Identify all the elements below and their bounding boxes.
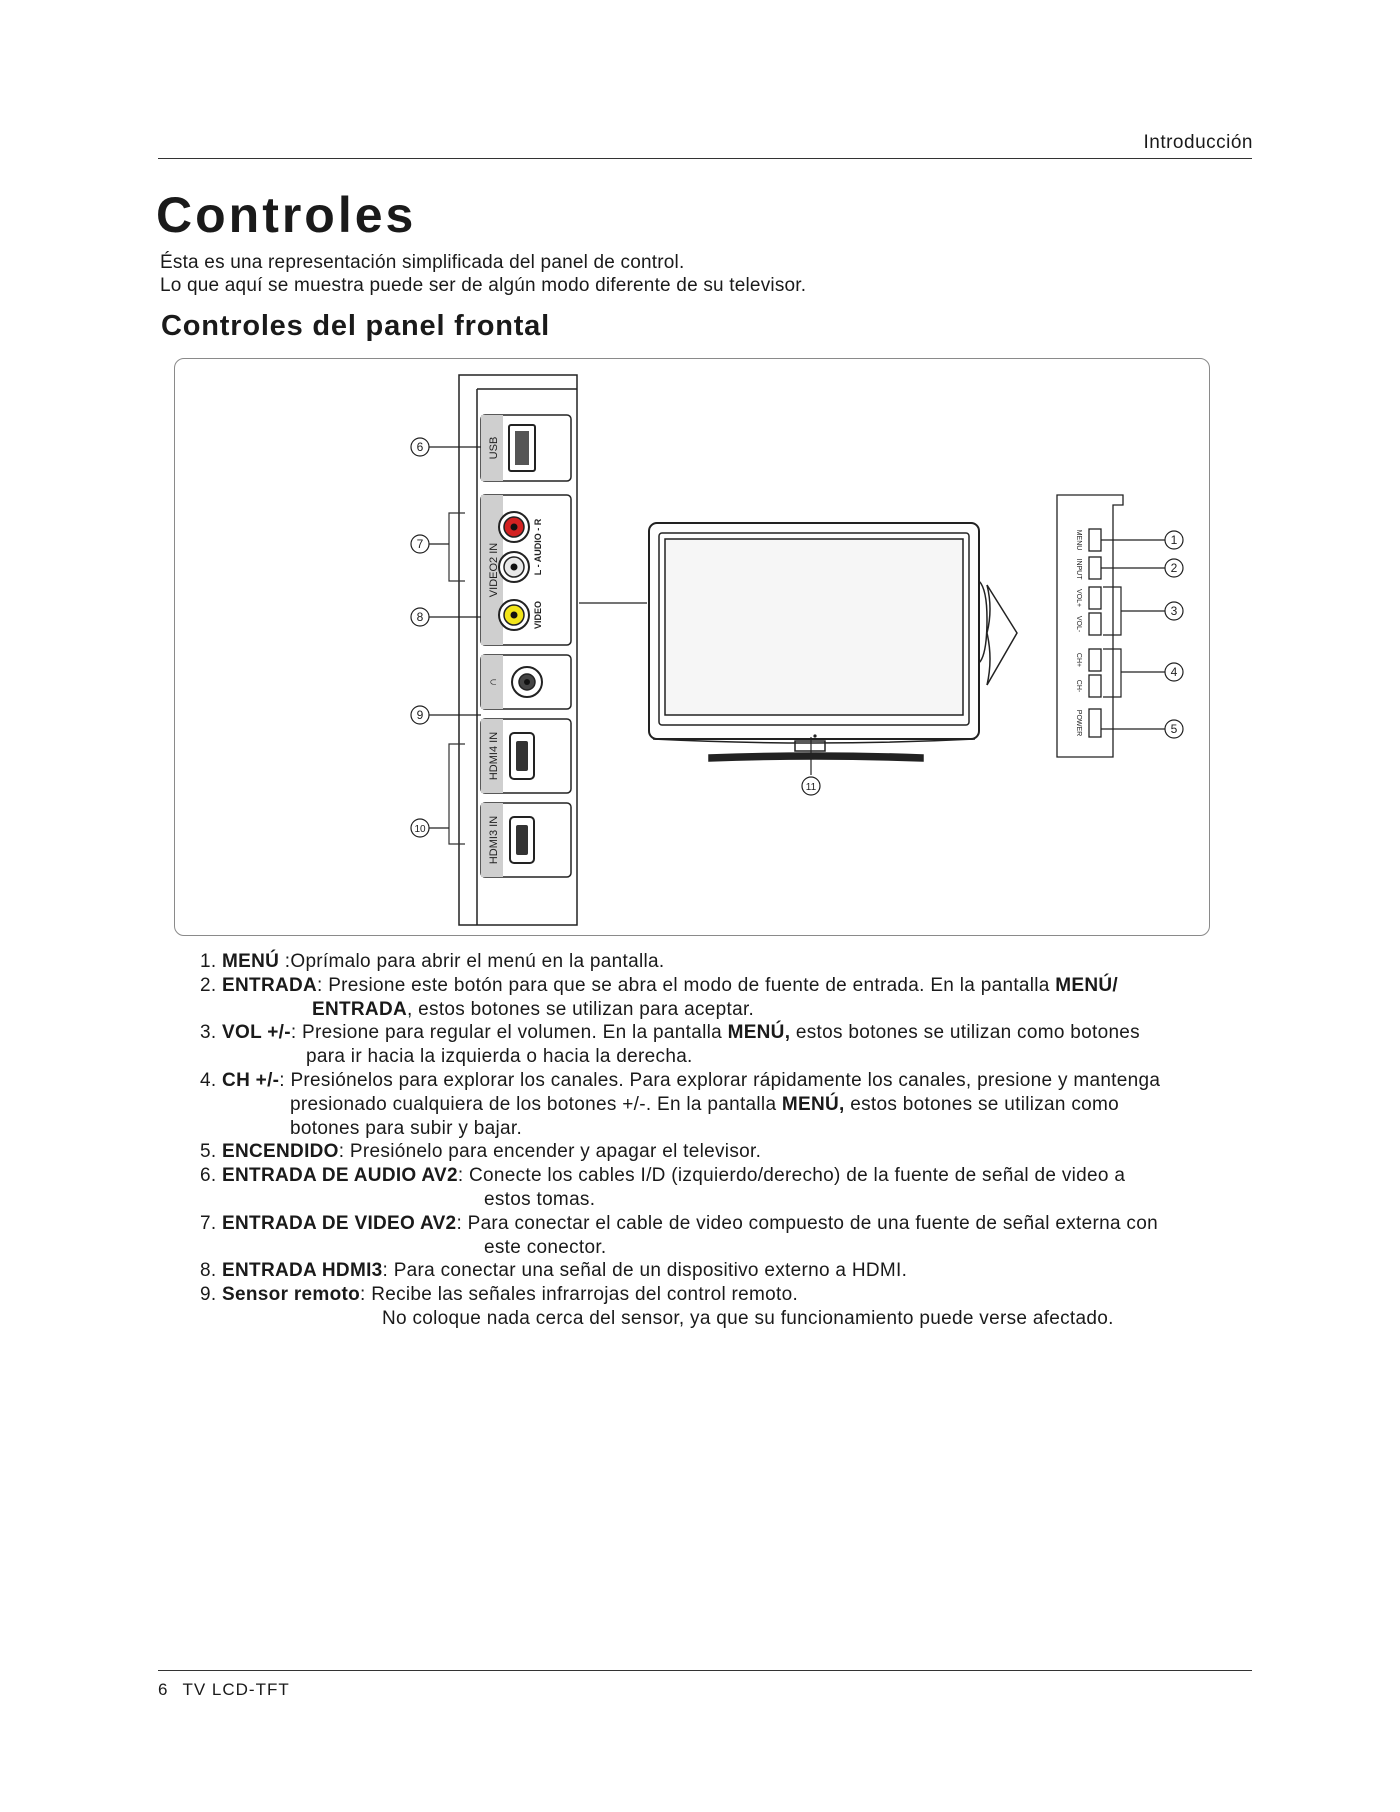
item-term: VOL +/- xyxy=(222,1022,291,1044)
list-item: 1. MENÚ :Oprímalo para abrir el menú en la pantalla. xyxy=(200,951,665,972)
front-panel-diagram xyxy=(175,359,1211,937)
list-item: 3. VOL +/-: Presione para regular el volumen. En la pantalla MENÚ, estos botones se utilizan como botones para ir hacia la izquierda o hacia la derecha. xyxy=(200,1022,1140,1068)
hdmi3-label: HDMI3 IN xyxy=(488,815,500,865)
item-term: MENÚ xyxy=(222,951,280,972)
left-brackets xyxy=(449,513,465,844)
callout-4-num: 4 xyxy=(1170,665,1178,679)
item-term: ENTRADA DE AUDIO AV2 xyxy=(222,1165,458,1187)
callout-5-num: 5 xyxy=(1170,722,1178,736)
video-label: VIDEO xyxy=(533,600,543,630)
callout-3-num: 3 xyxy=(1170,604,1178,618)
callout-10-num: 10 xyxy=(414,824,426,835)
usb-label: USB xyxy=(488,436,500,460)
list-item: 2. ENTRADA: Presione este botón para que se abra el modo de fuente de entrada. En la pantalla MENÚ/ ENTRADA, estos botones se utilizan para aceptar. xyxy=(200,974,1118,1020)
side-panel xyxy=(459,375,577,925)
ch-up-button xyxy=(1089,649,1101,671)
intro-line: Ésta es una representación simplificada del panel de control. xyxy=(160,252,685,273)
vol-up-button xyxy=(1089,587,1101,609)
ch-up-label: CH+ xyxy=(1075,652,1082,668)
list-item: 8. ENTRADA HDMI3: Para conectar una señal de un dispositivo externo a HDMI. xyxy=(200,1260,908,1282)
ch-down-button xyxy=(1089,675,1101,697)
button-panel xyxy=(1057,495,1123,757)
item-term: Sensor remoto xyxy=(222,1284,361,1306)
callout-2-num: 2 xyxy=(1170,561,1178,575)
item-term: ENCENDIDO xyxy=(222,1141,339,1163)
headphone-icon: ∩ xyxy=(487,678,499,686)
callout-11-num: 11 xyxy=(805,782,817,793)
intro-line: Lo que aquí se muestra puede ser de algún modo diferente de su televisor. xyxy=(160,275,807,296)
item-term: ENTRADA HDMI3 xyxy=(222,1260,383,1282)
callout-7-num: 7 xyxy=(416,537,424,551)
av-label: VIDEO2 IN xyxy=(488,542,500,598)
ch-down-label: CH- xyxy=(1075,679,1082,693)
list-item: 4. CH +/-: Presiónelos para explorar los canales. Para explorar rápidamente los canales, presione y mantenga presionado cualquiera de los botones +/-. En la pantalla MENÚ, estos botones se utilizan como botones para subir y bajar. xyxy=(200,1069,1161,1139)
input-label: INPUT xyxy=(1075,558,1082,580)
section-title: Controles del panel frontal xyxy=(161,310,550,342)
power-label: POWER xyxy=(1075,709,1082,737)
menu-button xyxy=(1089,529,1101,551)
page-title: Controles xyxy=(156,187,417,243)
item-term: ENTRADA xyxy=(222,974,318,996)
page-number: 6 xyxy=(158,1680,169,1699)
power-button xyxy=(1089,709,1101,737)
front-panel-figure xyxy=(174,358,1210,936)
list-item: 9. Sensor remoto: Recibe las señales infrarrojas del control remoto. No coloque nada cerca del sensor, ya que su funcionamiento puede verse afectado. xyxy=(200,1284,1114,1329)
list-item: 5. ENCENDIDO: Presiónelo para encender y apagar el televisor. xyxy=(200,1141,762,1163)
callout-9-num: 9 xyxy=(416,708,424,722)
tv-illustration xyxy=(649,523,1017,761)
item-term: ENTRADA DE VIDEO AV2 xyxy=(222,1212,457,1234)
vol-up-label: VOL+ xyxy=(1075,588,1082,608)
vol-down-label: VOL- xyxy=(1075,615,1082,633)
product-name: TV LCD-TFT xyxy=(182,1680,290,1699)
callout-8-num: 8 xyxy=(416,610,424,624)
callout-1-num: 1 xyxy=(1170,533,1178,547)
hdmi4-label: HDMI4 IN xyxy=(488,731,500,781)
header-section-label: Introducción xyxy=(1143,132,1253,153)
menu-label: MENU xyxy=(1075,529,1082,551)
footer xyxy=(158,1680,304,1700)
callout-6-num: 6 xyxy=(416,440,424,454)
list-item: 6. ENTRADA DE AUDIO AV2: Conecte los cables I/D (izquierdo/derecho) de la fuente de señal de video a estos tomas. xyxy=(200,1165,1126,1210)
footer-rule xyxy=(158,1670,1252,1671)
header-rule xyxy=(158,158,1252,159)
vol-down-button xyxy=(1089,613,1101,635)
input-button xyxy=(1089,557,1101,579)
audio-label: L - AUDIO - R xyxy=(533,518,543,576)
controls-list xyxy=(200,950,1250,1331)
item-term: CH +/- xyxy=(222,1069,280,1091)
intro-text xyxy=(160,251,806,297)
list-item: 7. ENTRADA DE VIDEO AV2: Para conectar el cable de video compuesto de una fuente de señal externa con este conector. xyxy=(200,1212,1158,1258)
